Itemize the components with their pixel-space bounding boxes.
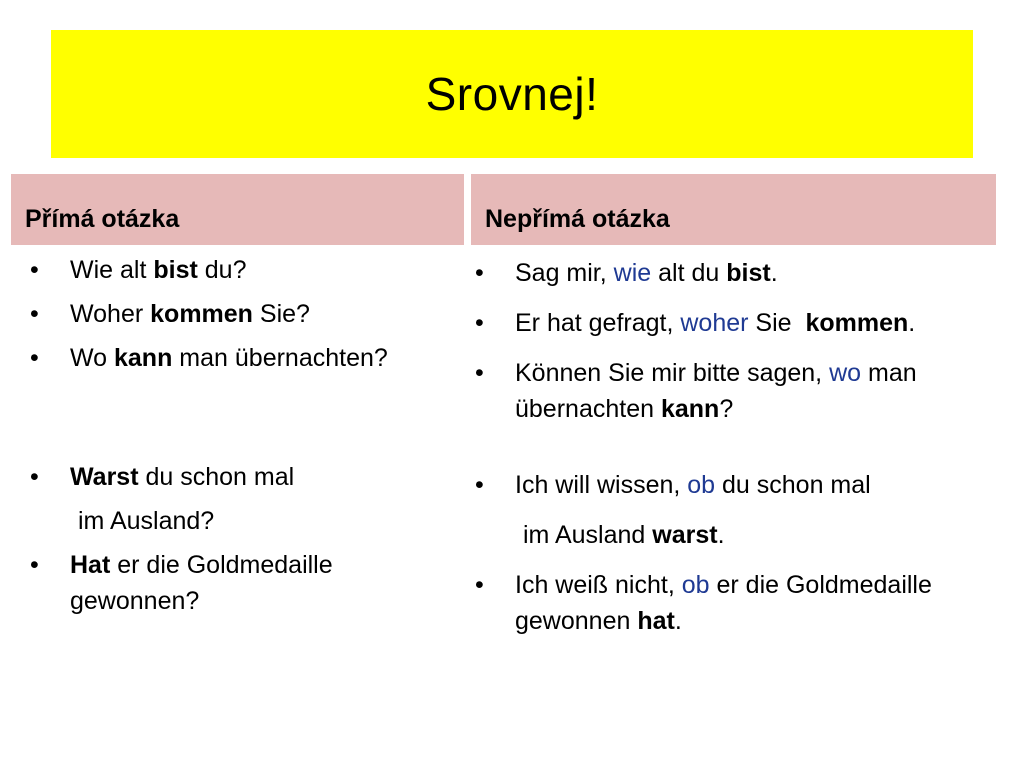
list-item: • Warst du schon mal (30, 459, 450, 495)
bullet-icon: • (475, 309, 484, 337)
list-item: • Wo kann man übernachten? (30, 340, 450, 376)
verb: bist (726, 259, 771, 287)
list-item: • Wie alt bist du? (30, 252, 450, 288)
verb: warst (652, 521, 718, 549)
bullet-icon: • (475, 259, 484, 287)
verb: Hat (70, 551, 111, 579)
bullet-icon: • (30, 300, 39, 328)
question-word: wo (829, 359, 862, 387)
indirect-question-list (475, 255, 1015, 653)
bullet-icon: • (475, 359, 484, 387)
header-direct-question: Přímá otázka (11, 174, 464, 245)
bullet-icon: • (30, 551, 39, 579)
verb: kommen (150, 300, 253, 328)
list-item-continuation: im Ausland? (78, 507, 215, 535)
bullet-icon: • (475, 471, 484, 499)
bullet-icon: • (475, 571, 484, 599)
list-item: • Sag mir, wie alt du bist. (475, 255, 1015, 291)
direct-question-list (30, 252, 450, 627)
verb: hat (637, 607, 675, 635)
verb: bist (153, 256, 198, 284)
title-banner (51, 30, 973, 158)
slide-title: Srovnej! (425, 68, 599, 120)
list-item: • Ich will wissen, ob du schon mal (475, 467, 1015, 503)
verb: kann (660, 395, 720, 423)
verb: Warst (70, 463, 139, 491)
bullet-icon: • (30, 256, 39, 284)
verb: kommen (805, 309, 909, 337)
verb: kann (114, 344, 173, 372)
list-item: • Woher kommen Sie? (30, 296, 450, 332)
question-word: woher (680, 309, 749, 337)
list-item: • Er hat gefragt, woher Sie kommen. (475, 305, 1015, 341)
bullet-icon: • (30, 344, 39, 372)
list-item: • Hat er die Goldmedaille gewonnen? (30, 547, 450, 619)
question-word: wie (613, 259, 652, 287)
question-word: ob (681, 571, 710, 599)
list-item-continuation: im Ausland warst. (523, 521, 725, 549)
bullet-icon: • (30, 463, 39, 491)
list-item: • Können Sie mir bitte sagen, wo man übernachten kann? (475, 355, 1015, 427)
header-indirect-question: Nepřímá otázka (471, 174, 996, 245)
list-item: • Ich weiß nicht, ob er die Goldmedaille gewonnen hat. (475, 567, 1015, 639)
question-word: ob (687, 471, 716, 499)
